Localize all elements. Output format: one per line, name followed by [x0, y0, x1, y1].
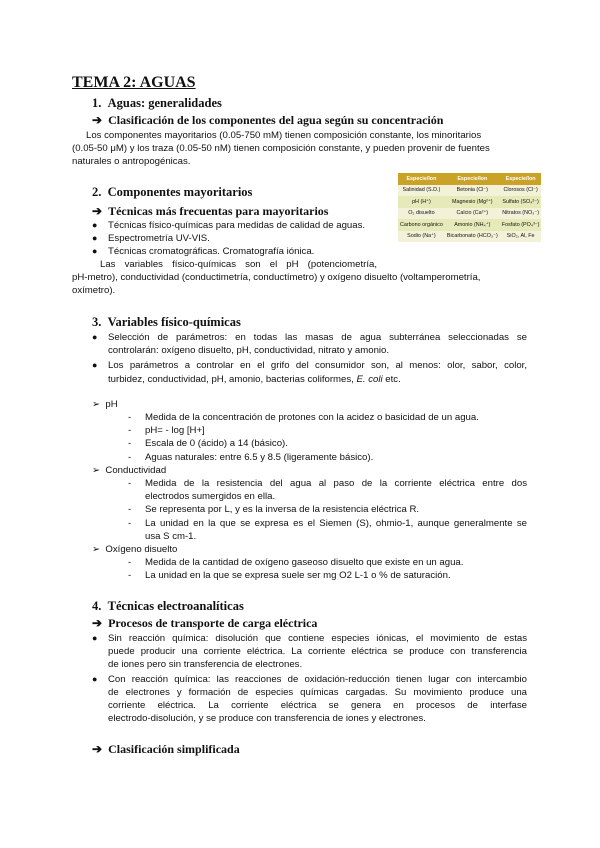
- list-item: - Medida de la concentración de protones con la acidez o basicidad de un agua.: [128, 412, 479, 423]
- section-title: Técnicas electroanalíticas: [107, 599, 244, 613]
- section-2-paragraph: [72, 258, 527, 298]
- section-3-heading: [92, 315, 241, 330]
- table-row: [398, 219, 541, 231]
- section-4-bullets: [92, 632, 527, 725]
- paragraph-line: oxímetro).: [72, 285, 116, 297]
- table-cell: Calcio (Ca²⁺): [445, 208, 500, 220]
- paragraph-line: Las variables físico-químicas son el pH (potenciometría,: [100, 259, 377, 270]
- bullet-icon: ●: [92, 360, 98, 371]
- list-item: - pH= - log [H+]: [128, 425, 205, 437]
- table-cell: Carbono orgánico: [398, 219, 445, 231]
- list-item: - Escala de 0 (ácido) a 14 (básico).: [128, 438, 288, 450]
- table-cell: Clorosos (Cl⁻): [500, 185, 542, 197]
- paragraph-line: naturales o antropogénicas.: [72, 156, 191, 168]
- bullet-icon: ●: [92, 246, 98, 257]
- subheading-text: Técnicas más frecuentas para mayoritarios: [108, 204, 329, 218]
- section-number: 2.: [92, 185, 102, 199]
- conductividad-label: Conductividad: [105, 465, 167, 476]
- dash-icon: -: [128, 438, 132, 450]
- list-item: ● Sin reacción química: disolución que contiene especies iónicas, el movimiento de estas puede producir una corriente eléctrica. La corriente eléctrica se produce con transferencia de iones pero sin transferencia de electrones.: [92, 633, 527, 671]
- table-cell: Sulfato (SO₄²⁻): [500, 196, 542, 208]
- section-1-heading: [92, 96, 222, 111]
- section-number: 3.: [92, 315, 102, 329]
- paragraph-line: pH-metro), conductividad (conductimetría, conductímetro) y oxígeno disuelto (voltamperometría,: [72, 272, 481, 284]
- subheading-text: Procesos de transporte de carga eléctrica: [108, 616, 318, 630]
- conductividad-group: [92, 464, 166, 477]
- dash-icon: -: [128, 504, 132, 516]
- section-4-subheading: [92, 616, 317, 631]
- dash-icon: -: [128, 517, 132, 529]
- section-title: Variables físico-químicas: [107, 315, 241, 329]
- arrow-icon: ➔: [92, 113, 103, 127]
- table-cell: Salinidad (S.D.): [398, 185, 445, 197]
- table-cell: Bicarbonato (HCO₃⁻): [445, 231, 500, 243]
- section-2-bullets: [92, 219, 392, 259]
- oxigeno-group: [92, 543, 177, 556]
- list-item: - La unidad en la que se expresa suele ser mg O2 L-1 o % de saturación.: [128, 570, 451, 582]
- oxigeno-list: [128, 556, 528, 582]
- list-item: - Medida de la resistencia del agua al paso de la corriente eléctrica entre dos electrodos sumergidos en ella.: [128, 478, 527, 503]
- table-header-row: [398, 173, 541, 185]
- section-title: Aguas: generalidades: [107, 96, 222, 110]
- subheading-text: Clasificación de los componentes del agua según su concentración: [108, 113, 444, 127]
- dash-icon: -: [128, 451, 132, 463]
- bullet-icon: ●: [92, 220, 98, 230]
- species-table: [398, 173, 541, 242]
- section-4-heading: [92, 599, 244, 614]
- bullet-icon: ●: [92, 233, 98, 244]
- oxigeno-label: Oxígeno disuelto: [105, 544, 178, 555]
- section-3-bullets: [92, 331, 527, 386]
- table-cell: SiO₂, Al, Fe: [500, 231, 542, 243]
- section-number: 1.: [92, 96, 102, 110]
- arrow-icon: ➔: [92, 616, 103, 630]
- dash-icon: -: [128, 425, 132, 437]
- table-header-cell: Especie/Ion: [445, 173, 500, 185]
- bullet-icon: ●: [92, 633, 98, 643]
- table-row: [398, 196, 541, 208]
- table-row: [398, 185, 541, 197]
- table-cell: O₂ disuelto: [398, 208, 445, 220]
- ph-group: [92, 398, 118, 411]
- paragraph-line: Los componentes mayoritarios (0.05-750 mM) tienen composición constante, los minoritarios: [86, 130, 482, 141]
- dash-icon: -: [128, 570, 132, 582]
- table-cell: Amonio (NH₄⁺): [445, 219, 500, 231]
- list-item: ● Con reacción química: las reacciones de oxidación-reducción tienen lugar con intercambio de electrones y formación de especies químicas cargadas. Su movimiento produce una corriente eléctrica. La corriente eléctrica se genera en procesos de interfase electrodo-disolución, y se produce con transferencia de iones y electrones.: [92, 673, 527, 725]
- dash-icon: -: [128, 557, 132, 568]
- chevron-icon: ➢: [92, 399, 101, 410]
- list-item: ● Los parámetros a controlar en el grifo del consumidor son, al menos: olor, sabor, color, turbidez, conductividad, pH, amonio, bacterias coliformes, E. coli etc.: [92, 360, 527, 385]
- list-item: - Se representa por L, y es la inversa de la resistencia eléctrica R.: [128, 504, 420, 516]
- page-title: TEMA 2: AGUAS: [72, 74, 196, 91]
- table-header-cell: Especie/Ion: [398, 173, 445, 185]
- table-row: [398, 231, 541, 243]
- table-cell: Fosfato (PO₄³⁻): [500, 219, 542, 231]
- table-cell: Betonia (Cl⁻): [445, 185, 500, 197]
- section-number: 4.: [92, 599, 102, 613]
- chevron-icon: ➢: [92, 465, 101, 476]
- table-cell: Nitratos (NO₃⁻): [500, 208, 542, 220]
- list-item: ● Espectrometría UV-VIS.: [92, 233, 210, 245]
- arrow-icon: ➔: [92, 742, 103, 756]
- bullet-icon: ●: [92, 673, 98, 684]
- ph-label: pH: [105, 399, 118, 410]
- list-item: ● Técnicas cromatográficas. Cromatografía iónica.: [92, 246, 315, 258]
- table-header-cell: Especie/Ion: [500, 173, 542, 185]
- section-1-paragraph: [72, 129, 527, 169]
- ph-list: [128, 411, 528, 464]
- section-2-subheading: [92, 204, 328, 219]
- table-row: [398, 208, 541, 220]
- table-cell: Sodio (Na⁺): [398, 231, 445, 243]
- species-table-image: [398, 173, 540, 254]
- conductividad-list: [128, 477, 527, 543]
- table-cell: pH (H⁺): [398, 196, 445, 208]
- subheading-text: Clasificación simplificada: [108, 742, 240, 756]
- ecoli-text: E. coli: [356, 373, 383, 385]
- list-item: - Medida de la cantidad de oxígeno gaseoso disuelto que existe en un agua.: [128, 557, 464, 568]
- list-item: - Aguas naturales: entre 6.5 y 8.5 (ligeramente básico).: [128, 451, 374, 463]
- arrow-icon: ➔: [92, 204, 103, 218]
- section-2-heading: [92, 185, 252, 200]
- list-item: - La unidad en la que se expresa es el Siemen (S), ohmio-1, aunque generalmente se usa S cm-1.: [128, 517, 527, 542]
- list-item: ● Técnicas físico-químicas para medidas de calidad de aguas.: [92, 220, 366, 231]
- dash-icon: -: [128, 478, 132, 489]
- table-cell: Magnesio (Mg²⁺): [445, 196, 500, 208]
- bullet-icon: ●: [92, 332, 98, 342]
- section-title: Componentes mayoritarios: [107, 185, 253, 199]
- paragraph-line: (0.05-50 μM) y los traza (0.05-50 nM) tienen composición constante, y pueden provenir de fuentes: [72, 143, 490, 155]
- list-item: ● Selección de parámetros: en todas las masas de agua subterránea seleccionadas se controlarán: oxígeno disuelto, pH, conductividad, nitrato y amonio.: [92, 332, 527, 357]
- section-4-subheading-2: [92, 742, 240, 757]
- section-1-subheading: [92, 113, 443, 128]
- dash-icon: -: [128, 412, 132, 423]
- chevron-icon: ➢: [92, 544, 101, 555]
